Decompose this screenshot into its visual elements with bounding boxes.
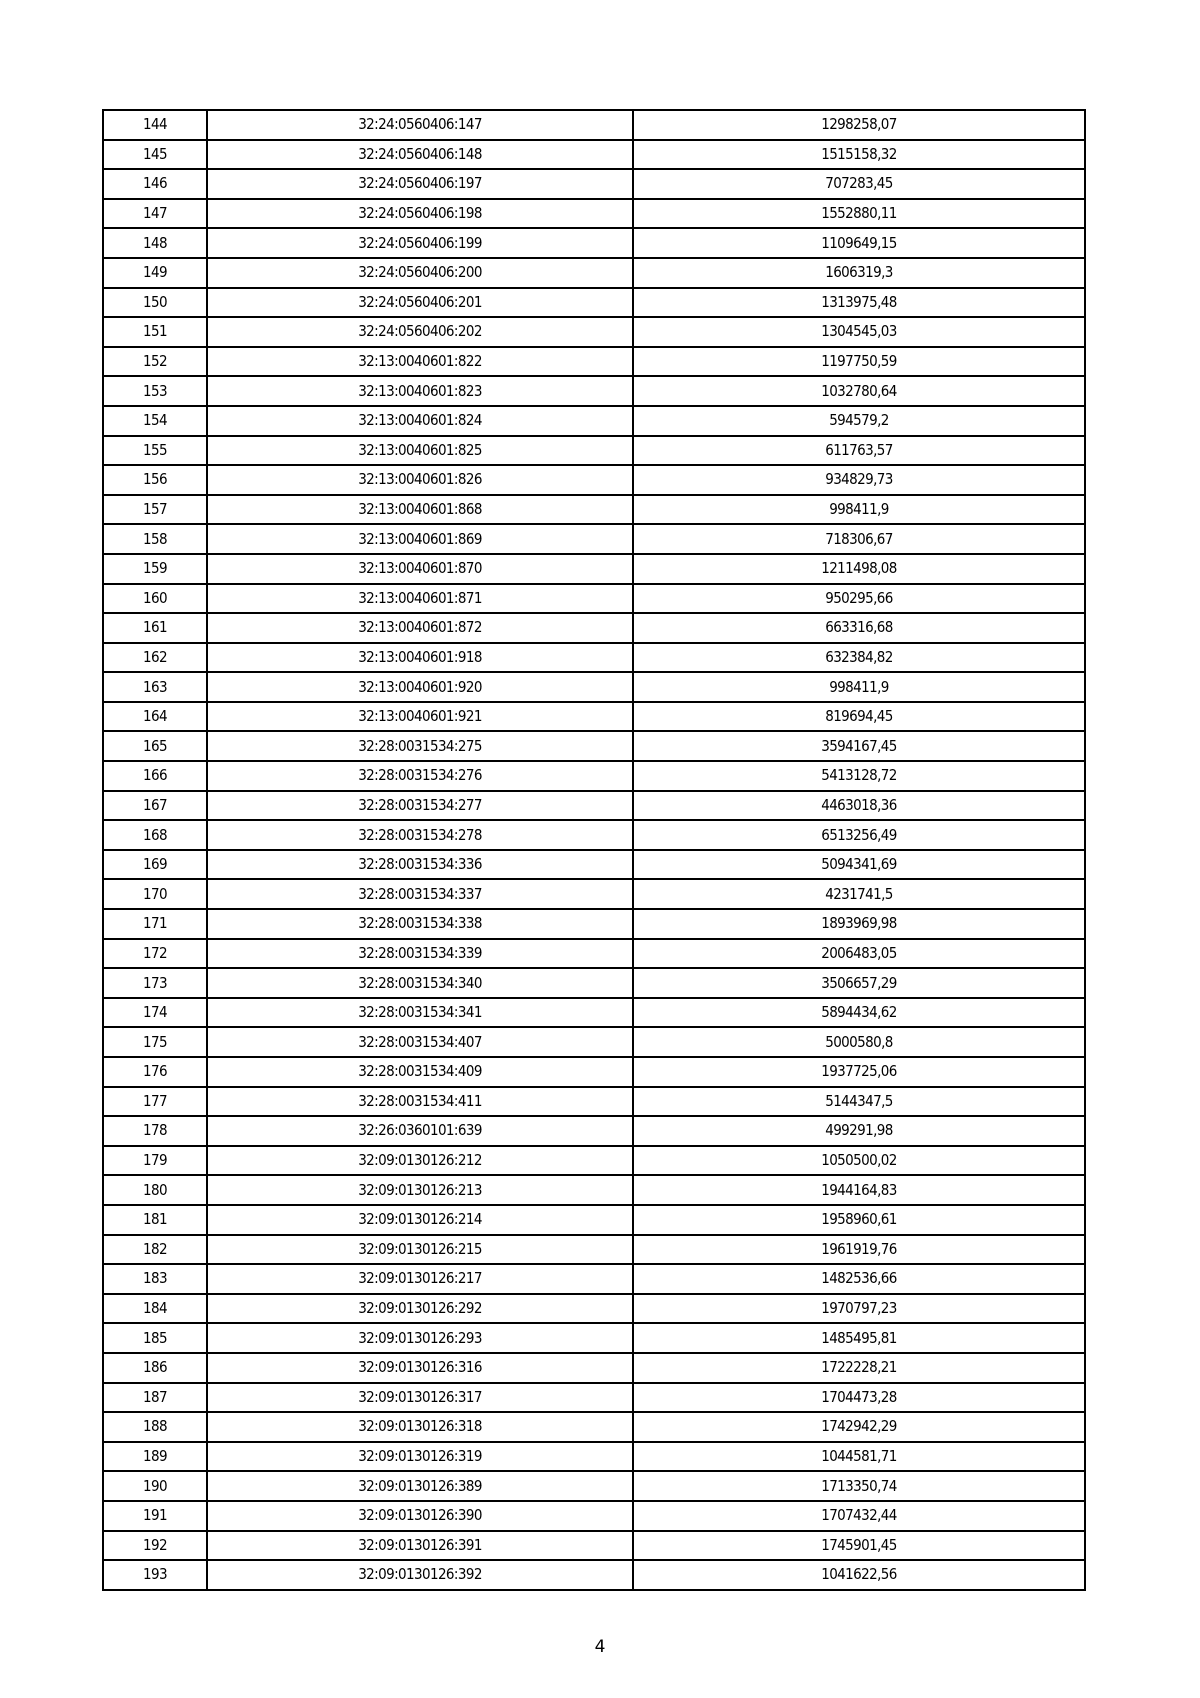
cadastral-number-cell: 32:13:0040601:822 bbox=[207, 347, 633, 377]
cadastral-value-cell: 1970797,23 bbox=[633, 1294, 1085, 1324]
row-number-cell: 144 bbox=[103, 110, 207, 140]
cadastral-number-cell: 32:24:0560406:198 bbox=[207, 199, 633, 229]
table-row bbox=[103, 1323, 1085, 1353]
cadastral-value-cell: 1197750,59 bbox=[633, 347, 1085, 377]
table-row bbox=[103, 524, 1085, 554]
cadastral-number-cell: 32:28:0031534:411 bbox=[207, 1087, 633, 1117]
cadastral-value-cell: 819694,45 bbox=[633, 702, 1085, 732]
cadastral-number-cell: 32:13:0040601:920 bbox=[207, 672, 633, 702]
cadastral-number-cell: 32:13:0040601:868 bbox=[207, 495, 633, 525]
table-row bbox=[103, 1146, 1085, 1176]
cadastral-value-cell: 1109649,15 bbox=[633, 228, 1085, 258]
cadastral-number-cell: 32:24:0560406:201 bbox=[207, 288, 633, 318]
cadastral-value-cell: 998411,9 bbox=[633, 672, 1085, 702]
cadastral-value-cell: 1515158,32 bbox=[633, 140, 1085, 170]
row-number-cell: 158 bbox=[103, 524, 207, 554]
row-number-cell: 165 bbox=[103, 731, 207, 761]
cadastral-value-cell: 718306,67 bbox=[633, 524, 1085, 554]
cadastral-value-cell: 499291,98 bbox=[633, 1116, 1085, 1146]
table-row bbox=[103, 643, 1085, 673]
row-number-cell: 178 bbox=[103, 1116, 207, 1146]
row-number-cell: 182 bbox=[103, 1235, 207, 1265]
table-row bbox=[103, 347, 1085, 377]
cadastral-number-cell: 32:13:0040601:921 bbox=[207, 702, 633, 732]
cadastral-number-cell: 32:09:0130126:318 bbox=[207, 1412, 633, 1442]
cadastral-value-cell: 3594167,45 bbox=[633, 731, 1085, 761]
row-number-cell: 163 bbox=[103, 672, 207, 702]
table-row bbox=[103, 672, 1085, 702]
table-row bbox=[103, 1471, 1085, 1501]
table-row bbox=[103, 909, 1085, 939]
row-number-cell: 150 bbox=[103, 288, 207, 318]
row-number-cell: 171 bbox=[103, 909, 207, 939]
cadastral-value-cell: 1893969,98 bbox=[633, 909, 1085, 939]
cadastral-value-cell: 5894434,62 bbox=[633, 998, 1085, 1028]
row-number-cell: 167 bbox=[103, 791, 207, 821]
cadastral-value-cell: 950295,66 bbox=[633, 584, 1085, 614]
table-row bbox=[103, 495, 1085, 525]
cadastral-value-cell: 3506657,29 bbox=[633, 968, 1085, 998]
cadastral-number-cell: 32:09:0130126:319 bbox=[207, 1442, 633, 1472]
row-number-cell: 146 bbox=[103, 169, 207, 199]
table-row bbox=[103, 939, 1085, 969]
cadastral-number-cell: 32:09:0130126:392 bbox=[207, 1560, 633, 1590]
row-number-cell: 186 bbox=[103, 1353, 207, 1383]
row-number-cell: 188 bbox=[103, 1412, 207, 1442]
cadastral-value-cell: 1944164,83 bbox=[633, 1175, 1085, 1205]
cadastral-number-cell: 32:09:0130126:214 bbox=[207, 1205, 633, 1235]
row-number-cell: 155 bbox=[103, 436, 207, 466]
cadastral-number-cell: 32:28:0031534:276 bbox=[207, 761, 633, 791]
row-number-cell: 164 bbox=[103, 702, 207, 732]
table-row bbox=[103, 1175, 1085, 1205]
row-number-cell: 148 bbox=[103, 228, 207, 258]
cadastral-number-cell: 32:28:0031534:336 bbox=[207, 850, 633, 880]
table-row bbox=[103, 1264, 1085, 1294]
cadastral-value-cell: 1961919,76 bbox=[633, 1235, 1085, 1265]
table-row bbox=[103, 998, 1085, 1028]
table-row bbox=[103, 850, 1085, 880]
cadastral-value-cell: 2006483,05 bbox=[633, 939, 1085, 969]
row-number-cell: 175 bbox=[103, 1027, 207, 1057]
table-row bbox=[103, 702, 1085, 732]
cadastral-number-cell: 32:13:0040601:918 bbox=[207, 643, 633, 673]
cadastral-number-cell: 32:09:0130126:215 bbox=[207, 1235, 633, 1265]
table-row bbox=[103, 1205, 1085, 1235]
cadastral-number-cell: 32:28:0031534:278 bbox=[207, 820, 633, 850]
row-number-cell: 157 bbox=[103, 495, 207, 525]
cadastral-number-cell: 32:13:0040601:871 bbox=[207, 584, 633, 614]
cadastral-value-cell: 1552880,11 bbox=[633, 199, 1085, 229]
table-body bbox=[103, 110, 1085, 1590]
table-row bbox=[103, 228, 1085, 258]
table-row bbox=[103, 436, 1085, 466]
row-number-cell: 168 bbox=[103, 820, 207, 850]
table-row bbox=[103, 1531, 1085, 1561]
cadastral-number-cell: 32:28:0031534:337 bbox=[207, 879, 633, 909]
row-number-cell: 190 bbox=[103, 1471, 207, 1501]
row-number-cell: 185 bbox=[103, 1323, 207, 1353]
cadastral-value-cell: 1707432,44 bbox=[633, 1501, 1085, 1531]
cadastral-value-cell: 1313975,48 bbox=[633, 288, 1085, 318]
table-row bbox=[103, 761, 1085, 791]
cadastral-number-cell: 32:09:0130126:390 bbox=[207, 1501, 633, 1531]
table-row bbox=[103, 465, 1085, 495]
table-row bbox=[103, 820, 1085, 850]
table-row bbox=[103, 169, 1085, 199]
table-row bbox=[103, 1501, 1085, 1531]
table-row bbox=[103, 1412, 1085, 1442]
cadastral-value-cell: 707283,45 bbox=[633, 169, 1085, 199]
row-number-cell: 156 bbox=[103, 465, 207, 495]
cadastral-value-cell: 1958960,61 bbox=[633, 1205, 1085, 1235]
row-number-cell: 173 bbox=[103, 968, 207, 998]
cadastral-number-cell: 32:09:0130126:292 bbox=[207, 1294, 633, 1324]
cadastral-value-cell: 5000580,8 bbox=[633, 1027, 1085, 1057]
cadastral-value-cell: 1745901,45 bbox=[633, 1531, 1085, 1561]
table-row bbox=[103, 288, 1085, 318]
cadastral-value-cell: 1304545,03 bbox=[633, 317, 1085, 347]
table-row bbox=[103, 879, 1085, 909]
cadastral-number-cell: 32:24:0560406:197 bbox=[207, 169, 633, 199]
cadastral-number-cell: 32:28:0031534:338 bbox=[207, 909, 633, 939]
cadastral-value-cell: 632384,82 bbox=[633, 643, 1085, 673]
table-row bbox=[103, 584, 1085, 614]
cadastral-number-cell: 32:28:0031534:409 bbox=[207, 1057, 633, 1087]
cadastral-number-cell: 32:13:0040601:869 bbox=[207, 524, 633, 554]
cadastral-value-cell: 1485495,81 bbox=[633, 1323, 1085, 1353]
cadastral-value-cell: 1606319,3 bbox=[633, 258, 1085, 288]
table-row bbox=[103, 258, 1085, 288]
cadastral-value-cell: 998411,9 bbox=[633, 495, 1085, 525]
cadastral-number-cell: 32:09:0130126:391 bbox=[207, 1531, 633, 1561]
cadastral-value-cell: 6513256,49 bbox=[633, 820, 1085, 850]
row-number-cell: 154 bbox=[103, 406, 207, 436]
cadastral-number-cell: 32:28:0031534:341 bbox=[207, 998, 633, 1028]
row-number-cell: 170 bbox=[103, 879, 207, 909]
cadastral-value-cell: 5144347,5 bbox=[633, 1087, 1085, 1117]
row-number-cell: 184 bbox=[103, 1294, 207, 1324]
cadastral-value-cell: 5094341,69 bbox=[633, 850, 1085, 880]
table-row bbox=[103, 1353, 1085, 1383]
row-number-cell: 189 bbox=[103, 1442, 207, 1472]
row-number-cell: 166 bbox=[103, 761, 207, 791]
cadastral-number-cell: 32:13:0040601:823 bbox=[207, 376, 633, 406]
cadastral-number-cell: 32:13:0040601:870 bbox=[207, 554, 633, 584]
row-number-cell: 159 bbox=[103, 554, 207, 584]
cadastral-value-cell: 611763,57 bbox=[633, 436, 1085, 466]
cadastral-number-cell: 32:13:0040601:872 bbox=[207, 613, 633, 643]
table-row bbox=[103, 1560, 1085, 1590]
row-number-cell: 177 bbox=[103, 1087, 207, 1117]
page-number: 4 bbox=[594, 1637, 606, 1657]
row-number-cell: 180 bbox=[103, 1175, 207, 1205]
cadastral-value-cell: 1298258,07 bbox=[633, 110, 1085, 140]
table-row bbox=[103, 199, 1085, 229]
row-number-cell: 191 bbox=[103, 1501, 207, 1531]
row-number-cell: 161 bbox=[103, 613, 207, 643]
cadastral-value-cell: 1211498,08 bbox=[633, 554, 1085, 584]
cadastral-value-cell: 1044581,71 bbox=[633, 1442, 1085, 1472]
table-row bbox=[103, 1294, 1085, 1324]
cadastral-number-cell: 32:24:0560406:148 bbox=[207, 140, 633, 170]
row-number-cell: 174 bbox=[103, 998, 207, 1028]
row-number-cell: 145 bbox=[103, 140, 207, 170]
cadastral-value-cell: 1050500,02 bbox=[633, 1146, 1085, 1176]
cadastral-number-cell: 32:26:0360101:639 bbox=[207, 1116, 633, 1146]
cadastral-number-cell: 32:13:0040601:825 bbox=[207, 436, 633, 466]
row-number-cell: 187 bbox=[103, 1383, 207, 1413]
row-number-cell: 153 bbox=[103, 376, 207, 406]
cadastral-value-cell: 1032780,64 bbox=[633, 376, 1085, 406]
row-number-cell: 192 bbox=[103, 1531, 207, 1561]
cadastral-value-cell: 663316,68 bbox=[633, 613, 1085, 643]
table-row bbox=[103, 1442, 1085, 1472]
table-row bbox=[103, 1057, 1085, 1087]
table-row bbox=[103, 1235, 1085, 1265]
row-number-cell: 176 bbox=[103, 1057, 207, 1087]
cadastral-number-cell: 32:24:0560406:147 bbox=[207, 110, 633, 140]
cadastral-value-cell: 934829,73 bbox=[633, 465, 1085, 495]
cadastral-number-cell: 32:13:0040601:824 bbox=[207, 406, 633, 436]
cadastral-value-cell: 1722228,21 bbox=[633, 1353, 1085, 1383]
cadastral-number-cell: 32:13:0040601:826 bbox=[207, 465, 633, 495]
cadastral-value-cell: 1041622,56 bbox=[633, 1560, 1085, 1590]
row-number-cell: 149 bbox=[103, 258, 207, 288]
row-number-cell: 151 bbox=[103, 317, 207, 347]
cadastral-number-cell: 32:28:0031534:339 bbox=[207, 939, 633, 969]
cadastral-value-cell: 1742942,29 bbox=[633, 1412, 1085, 1442]
cadastral-number-cell: 32:09:0130126:389 bbox=[207, 1471, 633, 1501]
cadastral-value-cell: 1713350,74 bbox=[633, 1471, 1085, 1501]
table-row bbox=[103, 731, 1085, 761]
cadastral-number-cell: 32:09:0130126:217 bbox=[207, 1264, 633, 1294]
row-number-cell: 183 bbox=[103, 1264, 207, 1294]
row-number-cell: 162 bbox=[103, 643, 207, 673]
table-row bbox=[103, 791, 1085, 821]
cadastral-number-cell: 32:28:0031534:275 bbox=[207, 731, 633, 761]
cadastral-number-cell: 32:09:0130126:212 bbox=[207, 1146, 633, 1176]
cadastral-value-cell: 594579,2 bbox=[633, 406, 1085, 436]
row-number-cell: 179 bbox=[103, 1146, 207, 1176]
cadastral-number-cell: 32:09:0130126:293 bbox=[207, 1323, 633, 1353]
table-row bbox=[103, 1027, 1085, 1057]
cadastral-value-cell: 1482536,66 bbox=[633, 1264, 1085, 1294]
cadastral-value-table bbox=[102, 109, 1086, 1591]
cadastral-value-cell: 4463018,36 bbox=[633, 791, 1085, 821]
cadastral-number-cell: 32:28:0031534:407 bbox=[207, 1027, 633, 1057]
table-row bbox=[103, 406, 1085, 436]
cadastral-value-cell: 1937725,06 bbox=[633, 1057, 1085, 1087]
table-row bbox=[103, 110, 1085, 140]
cadastral-value-cell: 4231741,5 bbox=[633, 879, 1085, 909]
cadastral-number-cell: 32:28:0031534:277 bbox=[207, 791, 633, 821]
table-row bbox=[103, 613, 1085, 643]
cadastral-number-cell: 32:09:0130126:316 bbox=[207, 1353, 633, 1383]
table-row bbox=[103, 1087, 1085, 1117]
cadastral-number-cell: 32:28:0031534:340 bbox=[207, 968, 633, 998]
row-number-cell: 172 bbox=[103, 939, 207, 969]
row-number-cell: 147 bbox=[103, 199, 207, 229]
table-row bbox=[103, 376, 1085, 406]
cadastral-value-cell: 1704473,28 bbox=[633, 1383, 1085, 1413]
table-row bbox=[103, 968, 1085, 998]
cadastral-number-cell: 32:09:0130126:213 bbox=[207, 1175, 633, 1205]
cadastral-number-cell: 32:09:0130126:317 bbox=[207, 1383, 633, 1413]
cadastral-number-cell: 32:24:0560406:200 bbox=[207, 258, 633, 288]
table-row bbox=[103, 140, 1085, 170]
cadastral-value-cell: 5413128,72 bbox=[633, 761, 1085, 791]
row-number-cell: 160 bbox=[103, 584, 207, 614]
table-row bbox=[103, 1383, 1085, 1413]
row-number-cell: 169 bbox=[103, 850, 207, 880]
row-number-cell: 193 bbox=[103, 1560, 207, 1590]
cadastral-number-cell: 32:24:0560406:199 bbox=[207, 228, 633, 258]
row-number-cell: 181 bbox=[103, 1205, 207, 1235]
table-row bbox=[103, 554, 1085, 584]
table-row bbox=[103, 1116, 1085, 1146]
row-number-cell: 152 bbox=[103, 347, 207, 377]
cadastral-number-cell: 32:24:0560406:202 bbox=[207, 317, 633, 347]
table-row bbox=[103, 317, 1085, 347]
